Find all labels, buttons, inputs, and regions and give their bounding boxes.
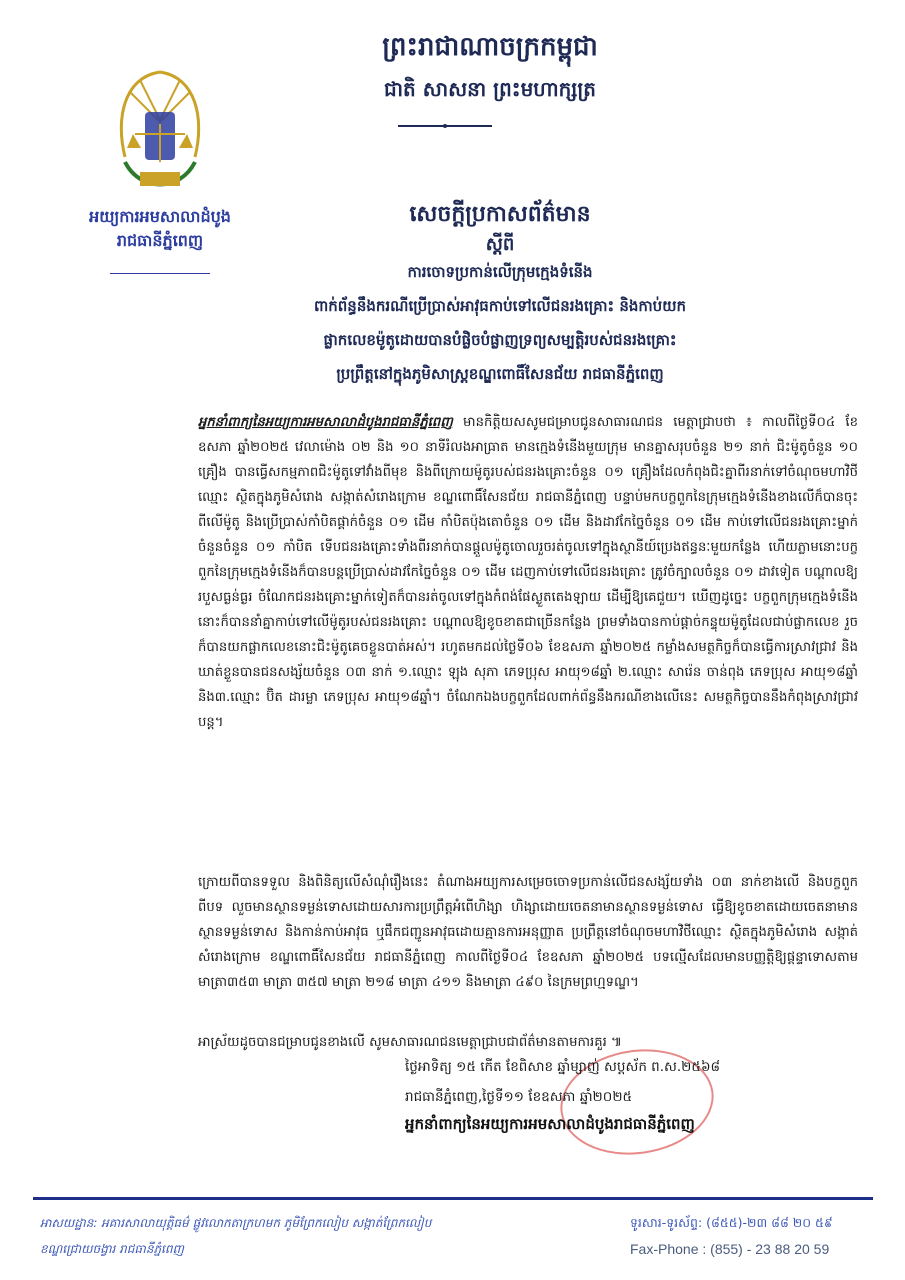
footer-address-line1: អាសយដ្ឋាន: អគារសាលាយុត្តិធម៌ ផ្លូវលោកតាក្រហមក ភូមិព្រែកលៀប សង្កាត់ព្រែកលៀប (40, 1216, 432, 1230)
subject-line-2: ពាក់ព័ន្ធនឹងករណីប្រើប្រាស់អាវុធកាប់ទៅលើជនរងគ្រោះ និងកាប់យក (313, 297, 687, 315)
court-name-line2: រាជធានីភ្នំពេញ (116, 231, 204, 250)
document-title: សេចក្តីប្រកាសព័ត៌មាន (409, 201, 591, 227)
footer-phone-khmer: ទូរសារ-ទូរស័ព្ទ: (៨៥៥)-២៣ ៨៨ ២០ ៥៩ (630, 1215, 833, 1230)
footer-address-line2: ខណ្ឌជ្រោយចង្វារ រាជធានីភ្នំពេញ (40, 1242, 184, 1256)
signature-date-lunar: ថ្ងៃអាទិត្យ ១៥ កើត ខែពិសាខ ឆ្នាំម្សាញ់ សប្តស័ក ព.ស.២៥៦៨ (405, 1059, 721, 1075)
footer-fax-phone: Fax-Phone : (855) - 23 88 20 59 (630, 1241, 830, 1257)
national-motto: ជាតិ សាសនា ព្រះមហាក្សត្រ (384, 77, 596, 101)
body-paragraph-2: ក្រោយពីបានទទួល និងពិនិត្យលើសំណុំរឿងនេះ តំណាងអយ្យការសម្រេចចោទប្រកាន់លើជនសង្ស័យទាំង ០៣ នាក់ខាងលើ និងបក្ខពួក ពីបទ លួចមានស្ថានទម្ងន់ទោសដោយសារការប្រព្រឹត្តអំពើហិង្សា ហិង្សាដោយចេតនាមានស្ថានទម្ងន់ទោស ធ្វើឱ្យខូចខាតដោយចេតនាមានស្ថានទម្ងន់ទោស និងកាន់កាប់អាវុធ ឬផឹកជញ្ជូនអាវុធដោយគ្មានការអនុញ្ញាត ប្រព្រឹត្តនៅចំណុចមហាវិថីឈ្មោះ ស្ថិតក្នុងភូមិសំរោង សង្កាត់សំរោងក្រោម ខណ្ឌពោធិ៍សែនជ័យ រាជធានីភ្នំពេញ កាលពីថ្ងៃទី០៤ ខែឧសភា ឆ្នាំ២០២៥ បទល្មើសដែលមានបញ្ញត្តិឱ្យផ្តន្ទាទោសតាមមាត្រា៣៥៣ មាត្រា ៣៥៧ មាត្រា ២១៨ មាត្រា ៤១១ និងមាត្រា ៤៩០ នៃក្រមព្រហ្មទណ្ឌ។ (198, 875, 858, 990)
header-divider (398, 124, 492, 128)
subject-line-1: ការចោទប្រកាន់លើក្រុមក្មេងទំនើង (407, 263, 593, 281)
kingdom-name: ព្រះរាជាណាចក្រកម្ពុជា (382, 32, 598, 62)
subject-line-4: ប្រព្រឹត្តនៅក្នុងភូមិសាស្ត្រខណ្ឌពោធិ៍សែនជ័យ រាជធានីភ្នំពេញ (336, 365, 664, 383)
body-paragraph-3: អាស្រ័យដូចបានជម្រាបជូនខាងលើ សូមសាធារណជនមេត្តាជ្រាបជាព័ត៌មានតាមការគួរ ៕ (198, 1035, 622, 1050)
subject-line-3: ផ្លាកលេខម៉ូតូដោយបានបំផ្លិចបំផ្លាញទ្រព្យសម្បត្តិរបស់ជនរងគ្រោះ (323, 331, 677, 349)
court-name-line1: អយ្យការអមសាលាដំបូង (89, 207, 231, 226)
kingdom-header (300, 30, 680, 106)
signature-date-solar: រាជធានីភ្នំពេញ,ថ្ងៃទី១១ ខែឧសភា ឆ្នាំ២០២៥ (405, 1089, 633, 1105)
subject-label: ស្តីពី (485, 234, 515, 255)
prosecutor-emblem-icon (105, 62, 215, 202)
spokesperson-lead: អ្នកនាំពាក្យនៃអយ្យការអមសាលាដំបូងរាជធានីភ្នំពេញ (198, 415, 453, 430)
signature-title: អ្នកនាំពាក្យនៃអយ្យការអមសាលាដំបូងរាជធានីភ្នំពេញ (405, 1115, 695, 1133)
footer-contact (630, 1210, 870, 1262)
footer-address (40, 1210, 560, 1262)
paragraph-1-text: មានកិត្តិយសសូមជម្រាបជូនសាធារណជន មេត្តាជ្រាបថា ៖ កាលពីថ្ងៃទី០៤ ខែឧសភា ឆ្នាំ២០២៥ វេលាម៉ោង ០២ និង ១០ នាទីរំលងអាធ្រាត មានក្មេងទំនើងមួយក្រុម មានគ្នាសរុបចំនួន ២១ នាក់ ជិះម៉ូតូចំនួន ១០ គ្រឿង បានធ្វើសកម្មភាពជិះម៉ូតូទៅវាំងពីមុខ និងពីក្រោយម៉ូតូរបស់ជនរងគ្រោះចំនួន ០១ គ្រឿងដែលកំពុងជិះគ្នាពីរនាក់ទៅចំណុចមហាវិថីឈ្មោះ ស្ថិតក្នុងភូមិសំរោង សង្កាត់សំរោងក្រោម ខណ្ឌពោធិ៍សែនជ័យ រាជធានីភ្នំពេញ បន្ទាប់មកបក្ខពួកនៃក្រុមក្មេងទំនើងខាងលើក៏បានចុះពីលើម៉ូតូ និងប្រើប្រាស់កាំបិតផ្គាក់ចំនួន ០១ ដើម កាំបិតប៉ុងតោចំនួន ០១ ដើម និងដាវកែច្នៃចំនួន ០១ ដើម កាប់ទៅលើជនរងគ្រោះម្នាក់ចំនួនចំនួន ០១ កាំបិត ទើបជនរងគ្រោះទាំងពីរនាក់បានផ្តួលម៉ូតូចោលរួចរត់ចូលទៅក្នុងស្ថានីយ៍ប្រេងឥន្ធនៈមួយកន្លែង ហើយភ្លាមនោះបក្ខពួកនៃក្រុមក្មេងទំនើងក៏បានបន្តប្រើប្រាស់ដាវកែច្នៃចំនួន ០១ ដើម ដេញកាប់ទៅលើជនរងគ្រោះ ត្រូវចំក្បាលចំនួន ០១ ដាវទៀត បណ្តាលឱ្យរបួសធ្ងន់ធ្ងរ ចំណែកជនរងគ្រោះម្នាក់ទៀតក៏បានរត់ចូលទៅក្នុងកំពង់ផែស្ងួតតេងឡាយ ដើម្បីឱ្យគេជួយ។ ឃើញដូច្នេះ បក្ខពួកក្រុមក្មេងទំនើងនោះក៏បាននាំគ្នាកាប់ទៅលើម៉ូតូរបស់ជនរងគ្រោះ បណ្តាលឱ្យខូចខាតជាច្រើនកន្លែង ព្រមទាំងបានកាប់ផ្តាច់កន្ទុយម៉ូតូដែលជាប់ផ្លាកលេខ រួចក៏បានយកផ្លាកលេខនោះជិះម៉ូតូគេចខ្លួនបាត់អស់។ រហូតមកដល់ថ្ងៃទី០៦ ខែឧសភា ឆ្នាំ២០២៥ កម្លាំងសមត្ថកិច្ចក៏បានធ្វើការស្រាវជ្រាវ និងឃាត់ខ្លួនបានជនសង្ស័យចំនួន ០៣ នាក់ ១.ឈ្មោះ ឡុង សុភា ភេទប្រុស អាយុ១៨ឆ្នាំ ២.ឈ្មោះ សារ៉េន ចាន់ពុង ភេទប្រុស អាយុ១៨ឆ្នាំ និង៣.ឈ្មោះ ប៊ិត ដារម្លា ភេទប្រុស អាយុ១៨ឆ្នាំ។ ចំណែកឯងបក្ខពួកដែលពាក់ព័ន្ធនឹងករណីខាងលើនេះ សមត្ថកិច្ចបាននឹងកំពុងស្រាវជ្រាវបន្ត។ (198, 415, 858, 730)
footer-divider (33, 1197, 873, 1200)
body-paragraph-1 (198, 410, 858, 735)
